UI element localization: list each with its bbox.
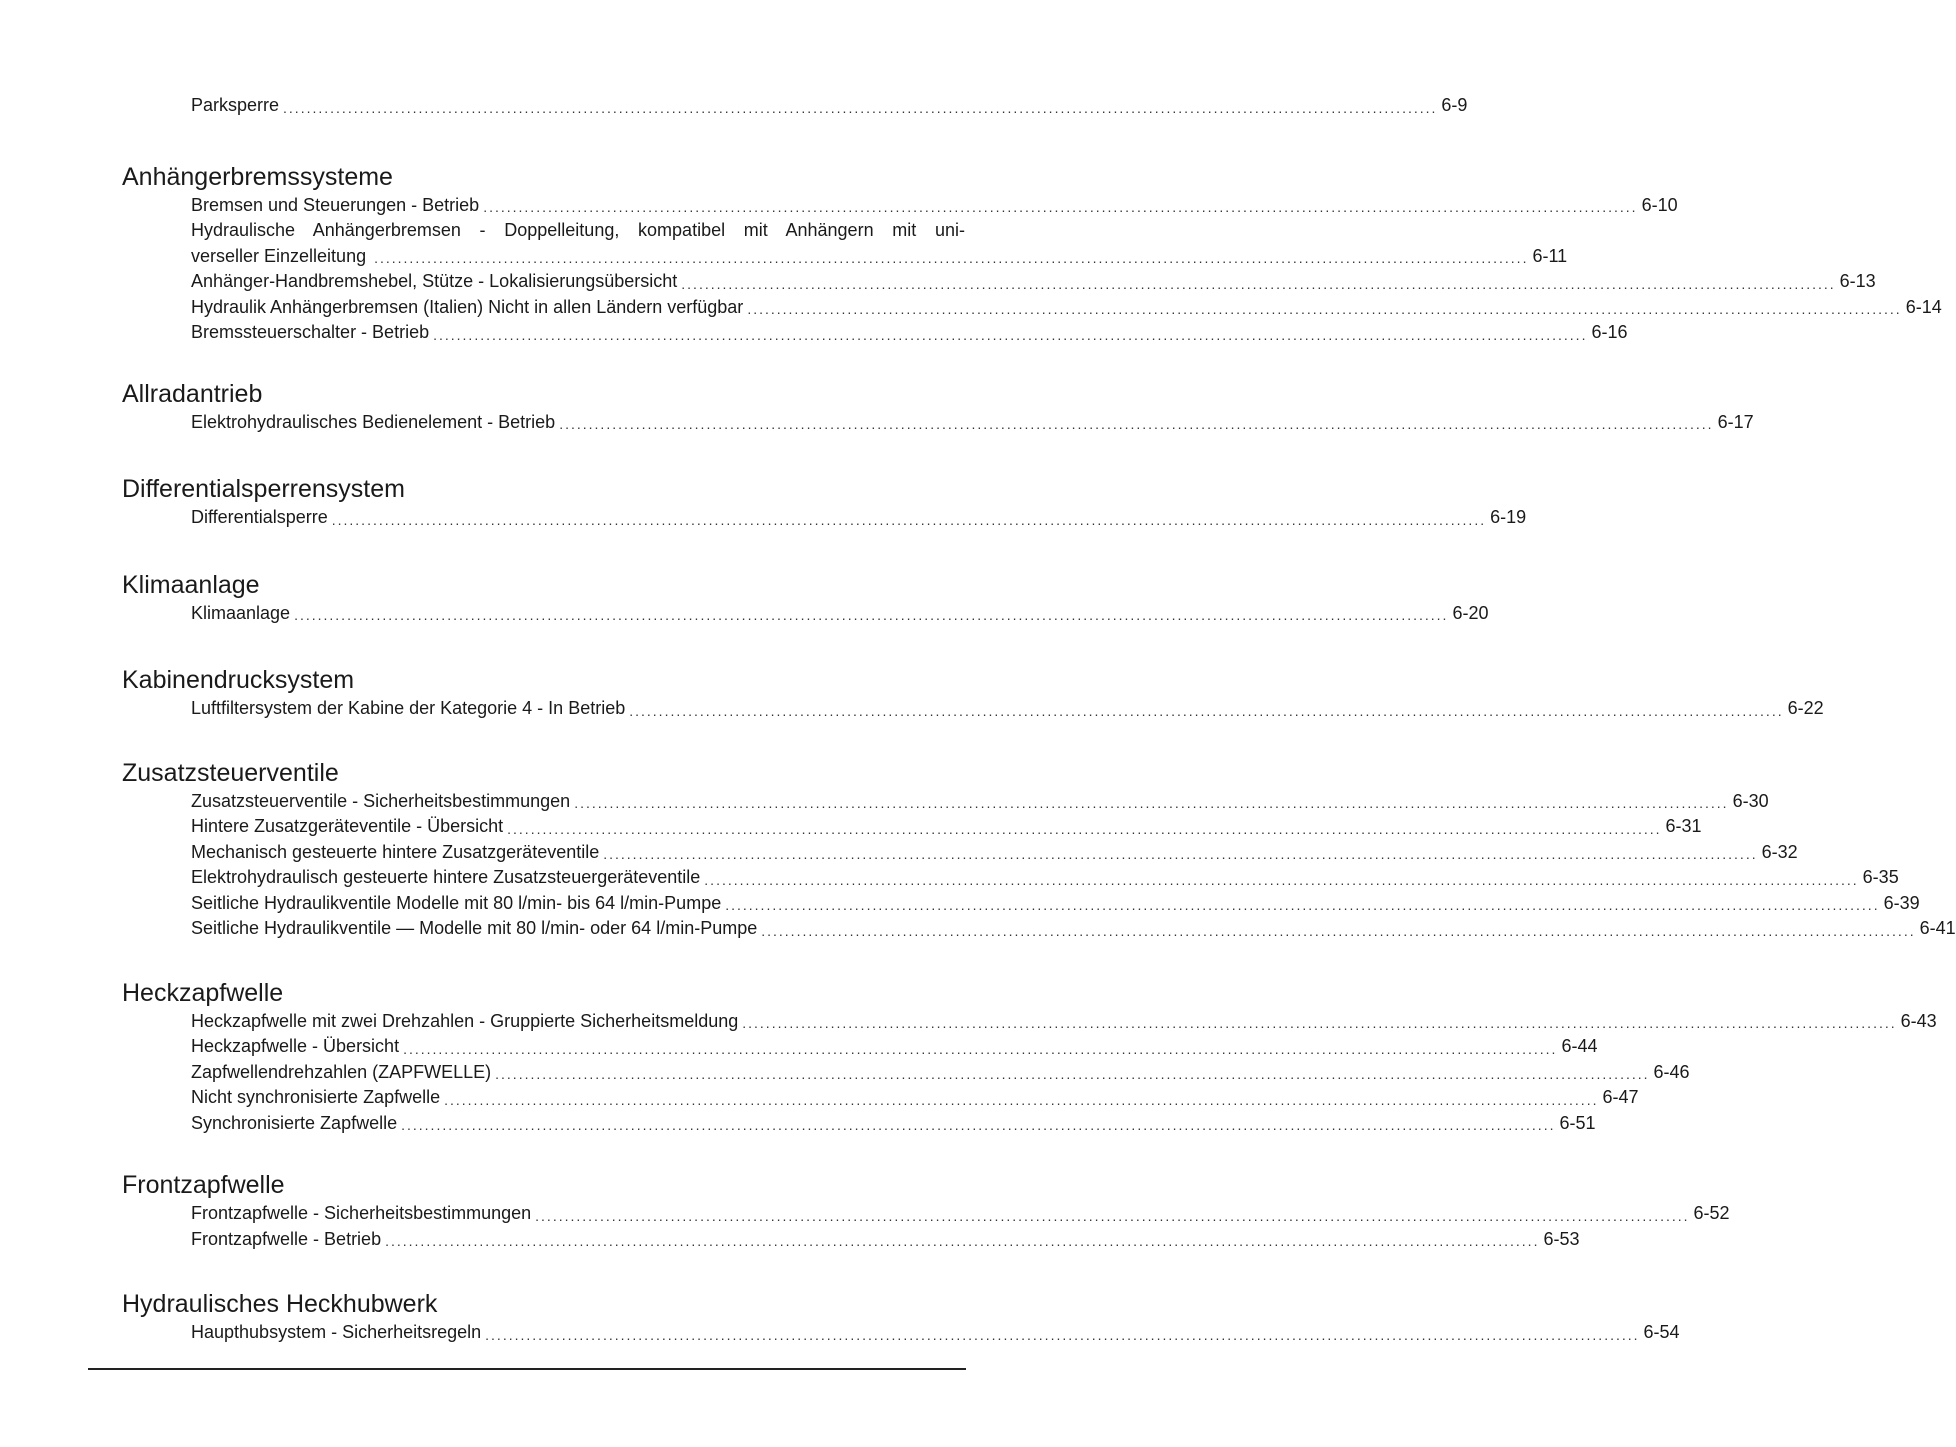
section-title[interactable]: Allradantrieb <box>122 379 263 408</box>
toc-entry-page: 6-47 <box>1602 1087 1639 1107</box>
toc-entry-page: 6-31 <box>1665 816 1702 836</box>
top-entries <box>191 93 1468 119</box>
toc-section <box>122 475 1527 531</box>
toc-entry-label: Frontzapfwelle - Betrieb <box>191 1228 382 1249</box>
toc-entry-page: 6-39 <box>1883 892 1920 913</box>
toc-entry-page: 6-52 <box>1693 1203 1730 1223</box>
leader-dots <box>742 1012 1896 1034</box>
leader-dots <box>332 509 1486 531</box>
toc-entry[interactable] <box>191 891 1920 917</box>
toc-entry-label: Hintere Zusatzgeräteventile - Übersicht <box>191 816 504 836</box>
leader-dots <box>603 843 1757 865</box>
toc-entry[interactable] <box>191 601 1489 627</box>
toc-entry-label: Heckzapfwelle - Übersicht <box>191 1036 400 1056</box>
toc-entry[interactable] <box>191 1085 1639 1111</box>
toc-entry-label: Heckzapfwelle mit zwei Drehzahlen - Gruppierte Sicherheitsmeldung <box>191 1010 739 1031</box>
toc-entry[interactable] <box>191 916 1956 942</box>
toc-entry-page: 6-30 <box>1732 790 1769 811</box>
toc-entry-page: 6-54 <box>1643 1322 1680 1342</box>
toc-entry-page: 6-17 <box>1717 411 1754 432</box>
toc-entry-label: Seitliche Hydraulikventile Modelle mit 80 l/min- bis 64 l/min-Pumpe <box>191 892 722 913</box>
section-title[interactable]: Heckzapfwelle <box>122 978 284 1007</box>
toc-entry-page: 6-53 <box>1543 1228 1580 1249</box>
toc-entry-page: 6-20 <box>1452 602 1489 623</box>
leader-dots <box>374 247 1528 269</box>
toc-entry-label: Synchronisierte Zapfwelle <box>191 1112 398 1133</box>
toc-entry-page: 6-11 <box>1532 245 1568 266</box>
toc-entry-label: Mechanisch gesteuerte hintere Zusatzgeräteventile <box>191 841 600 862</box>
toc-entry[interactable] <box>191 410 1754 436</box>
toc-entry-label-continued: verseller Einzelleitung <box>191 245 367 266</box>
toc-entry-page: 6-10 <box>1641 194 1678 215</box>
toc-entry-label: Bremssteuerschalter - Betrieb <box>191 322 430 342</box>
section-title[interactable]: Frontzapfwelle <box>122 1171 285 1199</box>
leader-dots <box>294 604 1448 626</box>
toc-entry-label: Seitliche Hydraulikventile — Modelle mit 80 l/min- oder 64 l/min-Pumpe <box>191 918 758 938</box>
leader-dots <box>483 196 1637 218</box>
toc-entry-page: 6-43 <box>1900 1010 1937 1031</box>
leader-dots <box>747 298 1901 320</box>
toc-entry-page: 6-41 <box>1919 918 1956 938</box>
toc-entry[interactable] <box>191 218 1568 269</box>
leader-dots <box>444 1089 1598 1111</box>
toc-entry-page: 6-9 <box>1441 95 1468 115</box>
toc-entry-label: Klimaanlage <box>191 602 291 623</box>
toc-entry-label: Parksperre <box>191 95 280 115</box>
leader-dots <box>681 273 1835 295</box>
toc-section <box>122 162 1942 346</box>
toc-entry[interactable] <box>191 814 1702 840</box>
toc-entry-label: Elektrohydraulisches Bedienelement - Betrieb <box>191 411 556 432</box>
toc-entry[interactable] <box>191 1320 1680 1346</box>
leader-dots <box>725 894 1879 916</box>
toc-section <box>122 1171 1730 1252</box>
toc-entry-label: Luftfiltersystem der Kabine der Kategorie 4 - In Betrieb <box>191 698 626 718</box>
toc-entry-label: Nicht synchronisierte Zapfwelle <box>191 1087 441 1107</box>
toc-section <box>122 570 1489 627</box>
toc-entry[interactable] <box>191 93 1468 119</box>
toc-entry-page: 6-44 <box>1561 1036 1598 1056</box>
toc-entry-page: 6-14 <box>1905 296 1942 317</box>
toc-entry-page: 6-46 <box>1653 1061 1690 1082</box>
toc-entry[interactable] <box>191 1034 1598 1060</box>
leader-dots <box>629 700 1783 722</box>
leader-dots <box>433 324 1587 346</box>
toc-section <box>122 758 1956 942</box>
leader-dots <box>495 1063 1649 1085</box>
toc-entry-label: Haupthubsystem - Sicherheitsregeln <box>191 1322 482 1342</box>
leader-dots <box>507 818 1661 840</box>
toc-entry[interactable] <box>191 840 1798 866</box>
leader-dots <box>283 97 1437 119</box>
toc-entry[interactable] <box>191 789 1769 815</box>
toc-entry-label: Differentialsperre <box>191 507 328 527</box>
leader-dots <box>574 792 1728 814</box>
leader-dots <box>485 1324 1639 1346</box>
footer-rule <box>88 1368 966 1370</box>
toc-section <box>122 666 1824 722</box>
leader-dots <box>385 1230 1539 1252</box>
toc-entry-page: 6-22 <box>1787 698 1824 718</box>
toc-entry-page: 6-32 <box>1761 841 1798 862</box>
leader-dots <box>559 413 1713 435</box>
toc-entry[interactable] <box>191 295 1942 321</box>
toc-entry-page: 6-19 <box>1490 507 1527 527</box>
toc-entry-label: Anhänger-Handbremshebel, Stütze - Lokalisierungsübersicht <box>191 271 678 291</box>
toc-entry-label: Zapfwellendrehzahlen (ZAPFWELLE) <box>191 1061 492 1082</box>
toc-entry-label: Elektrohydraulisch gesteuerte hintere Zusatzsteuergeräteventile <box>191 867 701 887</box>
toc-entry-label: Hydraulische Anhängerbremsen - Doppelleitung, kompatibel mit Anhängern mit uni- <box>191 220 965 240</box>
toc-entry[interactable] <box>191 193 1678 219</box>
toc-entry-page: 6-16 <box>1591 322 1628 342</box>
toc-entry-label: Frontzapfwelle - Sicherheitsbestimmungen <box>191 1203 532 1223</box>
section-title[interactable]: Zusatzsteuerventile <box>122 758 339 787</box>
toc-entry[interactable] <box>191 1227 1580 1253</box>
toc-section <box>122 978 1937 1137</box>
section-title[interactable]: Kabinendrucksystem <box>122 666 355 694</box>
toc-entry[interactable] <box>191 269 1876 295</box>
table-of-contents <box>122 93 1956 1346</box>
toc-entry-page: 6-35 <box>1862 867 1899 887</box>
toc-entry[interactable] <box>191 505 1527 531</box>
leader-dots <box>761 920 1915 942</box>
toc-entry[interactable] <box>191 1111 1596 1137</box>
leader-dots <box>403 1038 1557 1060</box>
leader-dots <box>401 1114 1555 1136</box>
section-title[interactable]: Differentialsperrensystem <box>122 475 405 503</box>
toc-entry-page: 6-51 <box>1559 1112 1596 1133</box>
toc-entry[interactable] <box>191 1201 1730 1227</box>
leader-dots <box>704 869 1858 891</box>
toc-entry-page: 6-13 <box>1839 271 1876 291</box>
toc-section <box>122 379 1754 436</box>
toc-entry[interactable] <box>191 320 1628 346</box>
toc-entry[interactable] <box>191 1060 1690 1086</box>
section-title[interactable]: Klimaanlage <box>122 570 260 599</box>
toc-section <box>122 1290 1680 1346</box>
toc-entry[interactable] <box>191 696 1824 722</box>
toc-entry-label: Bremsen und Steuerungen - Betrieb <box>191 194 480 215</box>
section-title[interactable]: Anhängerbremssysteme <box>122 162 393 191</box>
leader-dots <box>535 1205 1689 1227</box>
toc-entry-label: Hydraulik Anhängerbremsen (Italien) Nicht in allen Ländern verfügbar <box>191 296 744 317</box>
toc-entry[interactable] <box>191 1009 1937 1035</box>
section-title[interactable]: Hydraulisches Heckhubwerk <box>122 1290 438 1318</box>
toc-entry-label: Zusatzsteuerventile - Sicherheitsbestimmungen <box>191 790 571 811</box>
toc-entry[interactable] <box>191 865 1899 891</box>
